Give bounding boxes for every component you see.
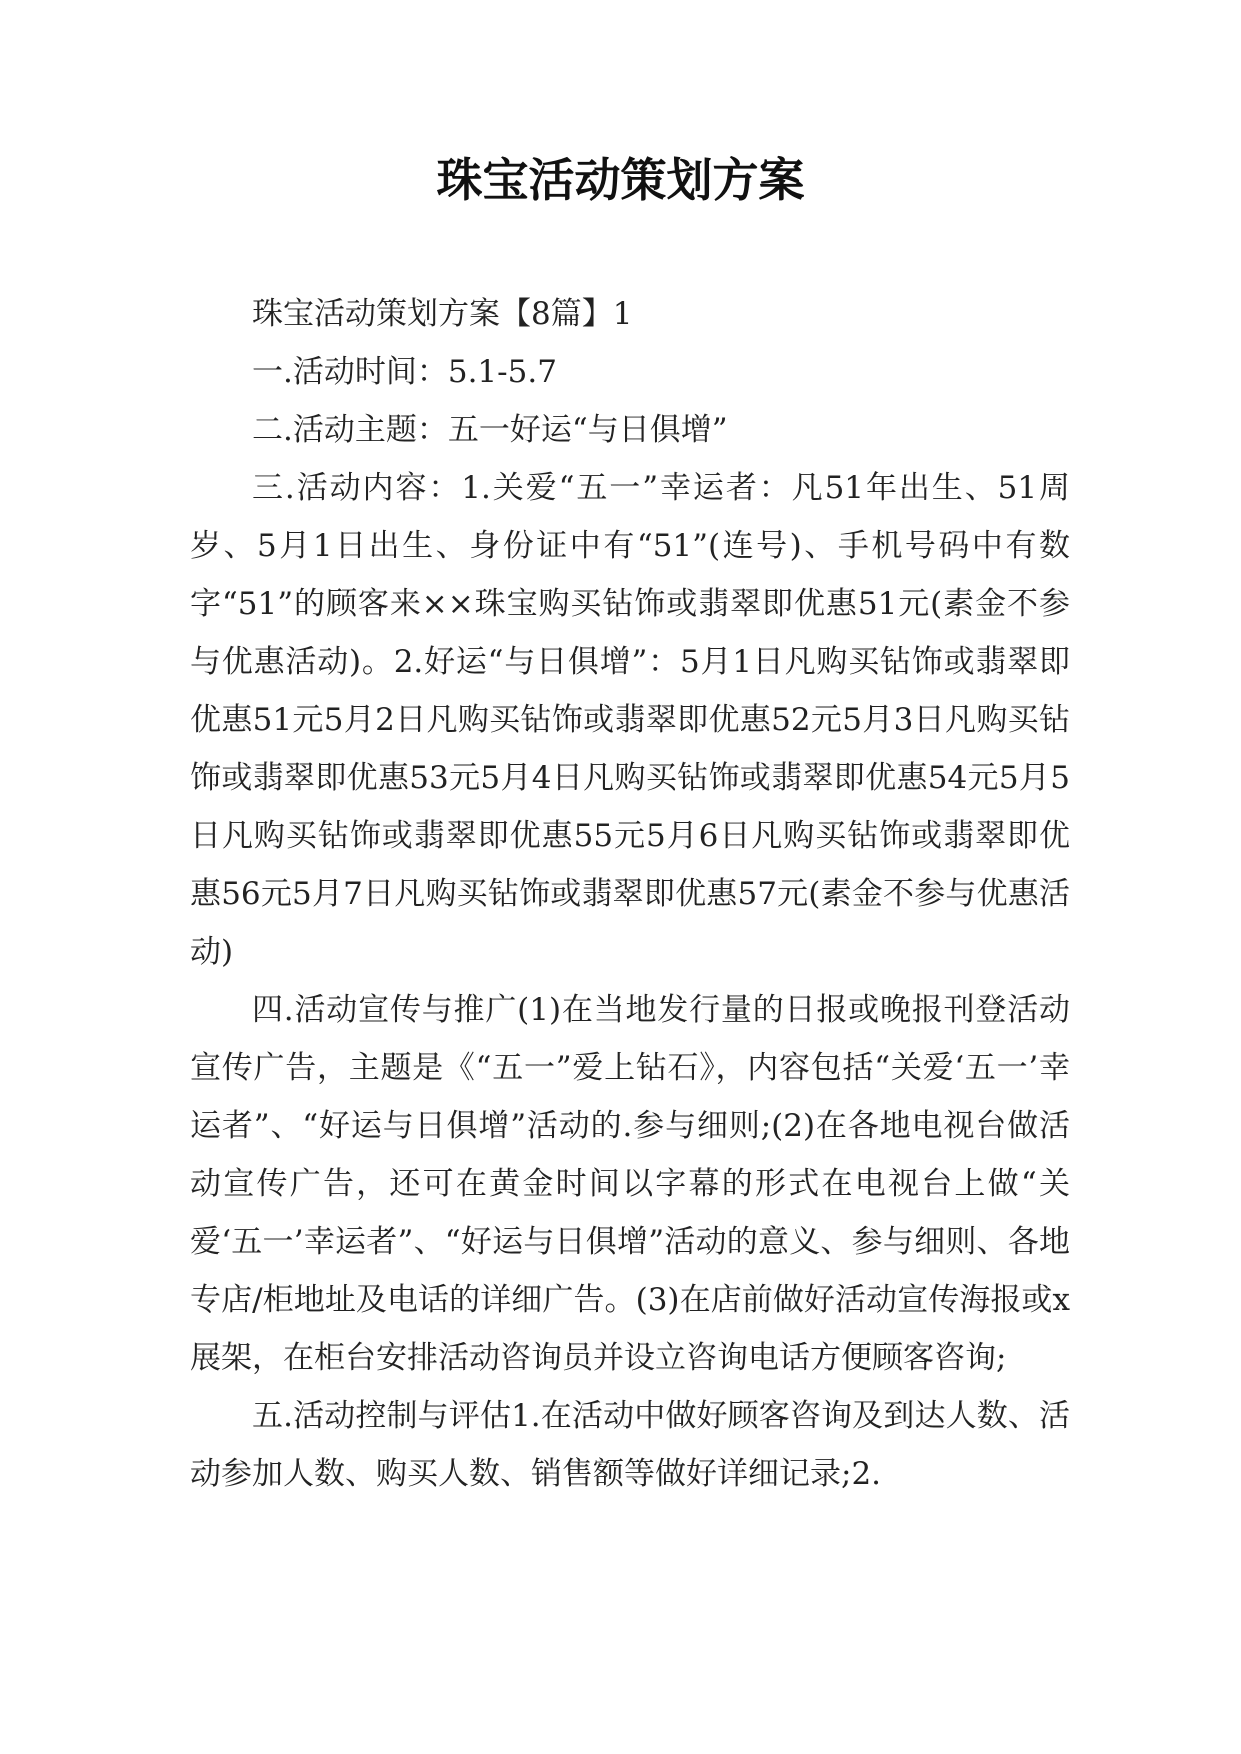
section-time-paragraph: 一.活动时间：5.1-5.7 <box>252 354 557 390</box>
section-control-paragraph: 五.活动控制与评估1.在活动中做好顾客咨询及到达人数、活动参加人数、购买人数、销售额等做好详细记录;2. <box>190 1398 1070 1492</box>
document-title: 珠宝活动策划方案 <box>436 153 805 207</box>
section-content-paragraph: 三.活动内容：1.关爱“五一”幸运者：凡51年出生、51周岁、5月1日出生、身份证中有“51”(连号)、手机号码中有数字“51”的顾客来××珠宝购买钻饰或翡翠即优惠51元(素金不参与优惠活动)。2.好运“与日俱增”：5月1日凡购买钻饰或翡翠即优惠51元5月2日凡购买钻饰或翡翠即优惠52元5月3日凡购买钻饰或翡翠即优惠53元5月4日凡购买钻饰或翡翠即优惠54元5月5日凡购买钻饰或翡翠即优惠55元5月6日凡购买钻饰或翡翠即优惠56元5月7日凡购买钻饰或翡翠即优惠57元(素金不参与优惠活动) <box>190 470 1070 970</box>
section-promotion-paragraph: 四.活动宣传与推广(1)在当地发行量的日报或晚报刊登活动宣传广告，主题是《“五一”爱上钻石》，内容包括“关爱‘五一’幸运者”、“好运与日俱增”活动的.参与细则;(2)在各地电视台做活动宣传广告，还可在黄金时间以字幕的形式在电视台上做“关爱‘五一’幸运者”、“好运与日俱增”活动的意义、参与细则、各地专店/柜地址及电话的详细广告。(3)在店前做好活动宣传海报或x展架，在柜台安排活动咨询员并设立咨询电话方便顾客咨询; <box>190 992 1070 1376</box>
heading-paragraph: 珠宝活动策划方案【8篇】1 <box>252 296 633 332</box>
document-body <box>190 285 1070 1503</box>
section-theme-paragraph: 二.活动主题：五一好运“与日俱增” <box>252 412 728 448</box>
